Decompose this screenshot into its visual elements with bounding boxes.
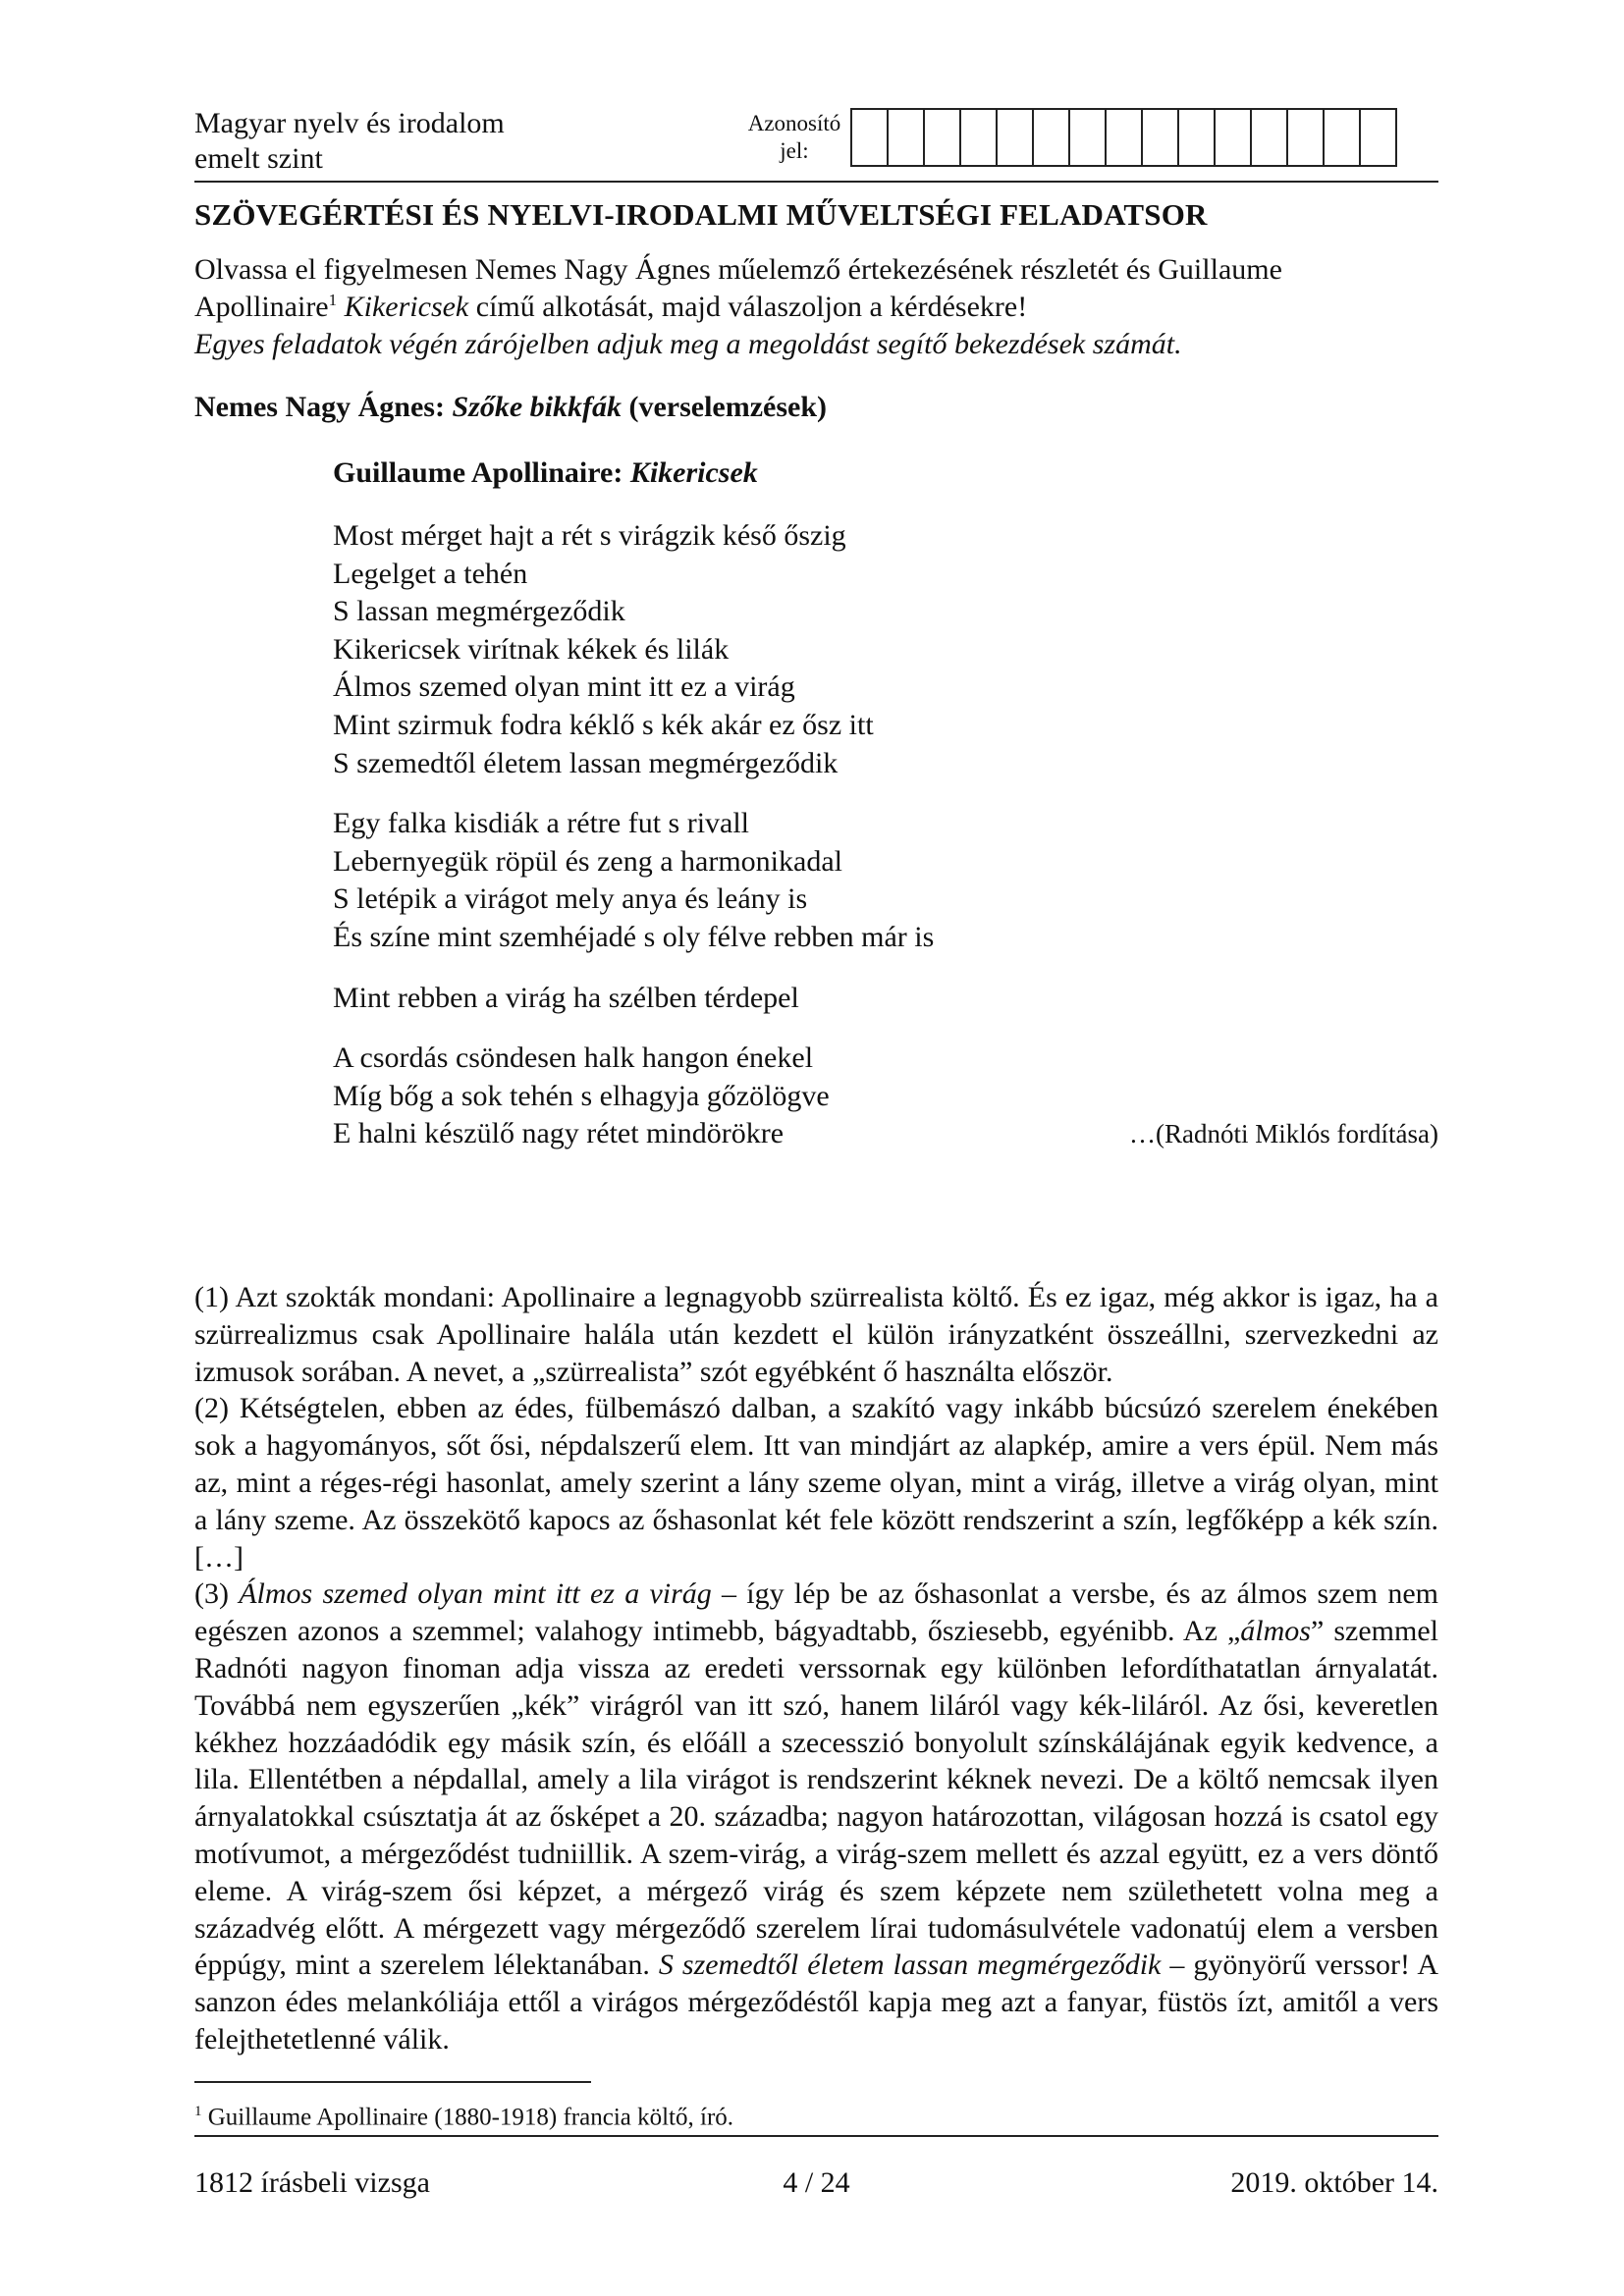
intro-poem-title: Kikericsek [337, 291, 469, 323]
poem-line: Álmos szemed olyan mint itt ez a virág [333, 670, 795, 704]
poem-line: Egy falka kisdiák a rétre fut s rivall [333, 807, 750, 840]
id-box[interactable] [1286, 108, 1325, 167]
id-box[interactable] [1141, 108, 1179, 167]
exam-code: 1812 írásbeli vizsga [194, 2166, 430, 2199]
poem-line: A csordás csöndesen halk hangon énekel [333, 1041, 814, 1075]
page-number: 4 / 24 [783, 2166, 850, 2199]
intro-line2 [194, 289, 1438, 326]
id-box[interactable] [996, 108, 1034, 167]
essay-text-span: – gyönyörű verssor! A sanzon édes melankóliája ettől a virágos mérgeződéstől kapja meg azt a fanyar, füstös ízt, amitől a vers felejthetetlenné válik. [194, 1949, 1439, 2056]
intro-instruction: című alkotását, majd válaszoljon a kérdésekre! [468, 291, 1028, 323]
essay-text-span: ” szemmel Radnóti nagyon finoman adja vissza az eredeti verssornak egy különben lefordíthatatlan árnyalatát. Továbbá nem egyszerűen „kék” virágról van itt szó, hanem liláról vagy kék-liláról. Az ősi, keveretlen kékhez hozzáadódik egy másik szín, és előáll a szecesszió bonyolult színskálájának egyik kedvence, a lila. Ellentétben a népdallal, amely a lila virágot is rendszerint kéknek nevezi. De a költő nemcsak ilyen árnyalatokkal csúsztatja át az ősképet a 20. századba; nagyon határozottan, világosan hozzá is csatol egy motívumot, a mérgeződést tudniillik. A szem-virág, a virág-szem mellett és azzal együtt, ez a vers döntő eleme. A virág-szem ősi képzet, a mérgező virág és szem képzete nem születhetett volna meg a századvég előtt. A mérgezett vagy mérgeződő szerelem lírai tudomásulvétele vadonatúj elem a versben éppúgy, mint a szerelem lélektanában. [194, 1615, 1438, 1982]
emphasized-word: álmos [1240, 1615, 1311, 1648]
poem-title [333, 454, 1438, 492]
intro-author: Apollinaire [194, 291, 329, 323]
book-subtitle: (verselemzések) [621, 391, 828, 423]
id-box[interactable] [959, 108, 998, 167]
poem-line: S szemedtől életem lassan megmérgeződik [333, 746, 839, 779]
subject-label [194, 106, 505, 177]
poem-line: Míg bőg a sok tehén s elhagyja gőzölögve [333, 1079, 830, 1112]
poem-author: Guillaume Apollinaire: [333, 456, 630, 489]
exam-date: 2019. október 14. [1230, 2166, 1438, 2199]
intro-hint: Egyes feladatok végén zárójelben adjuk meg a megoldást segítő bekezdések számát. [194, 328, 1182, 360]
essay-text [194, 1279, 1438, 2058]
id-box[interactable] [1177, 108, 1216, 167]
poem-stanza-3 [333, 980, 1438, 1018]
intro-line1: Olvassa el figyelmesen Nemes Nagy Ágnes műelemző értekezésének részletét és Guillaume [194, 253, 1282, 286]
book-author: Nemes Nagy Ágnes: [194, 391, 453, 423]
id-boxes[interactable] [852, 108, 1397, 167]
poem [333, 454, 1438, 1153]
header-divider [194, 181, 1438, 183]
poem-quote: S szemedtől életem lassan megmérgeződik [658, 1949, 1162, 1982]
exam-page [194, 106, 1439, 2199]
id-box[interactable] [1105, 108, 1143, 167]
paragraph-number: (3) [194, 1577, 240, 1611]
id-box[interactable] [850, 108, 889, 167]
essay-text-span: – így lép be az őshasonlat a versbe, és az álmos szem nem egészen azonos a szemmel; valahogy intimebb, bágyadtabb, ősziesebb, egyénibb. Az „ [194, 1577, 1439, 1648]
poem-line: Kikericsek virítnak kékek és lilák [333, 632, 730, 666]
subject-name: Magyar nyelv és irodalom [194, 107, 505, 139]
footnote-text: Guillaume Apollinaire (1880-1918) francia költő, író. [201, 2104, 734, 2131]
poem-line: Mint rebben a virág ha szélben térdepel [333, 981, 799, 1014]
poem-line: Lebernyegük röpül és zeng a harmonikadal [333, 844, 842, 878]
intro-text [194, 251, 1438, 363]
poem-line [333, 1115, 1438, 1153]
footnote-divider [194, 2081, 591, 2083]
footer-divider [194, 2135, 1438, 2137]
footnote-marker: 1 [194, 2104, 202, 2119]
poem-last-line-text: E halni készülő nagy rétet mindörökre [333, 1117, 785, 1150]
id-box[interactable] [1068, 108, 1107, 167]
poem-line: Mint szirmuk fodra kéklő s kék akár ez ősz itt [333, 708, 874, 741]
id-box[interactable] [887, 108, 925, 167]
footnote [194, 2097, 733, 2132]
essay-paragraph-2: (2) Kétségtelen, ebben az édes, fülbemászó dalban, a szakító vagy inkább búcsúzó szerelem énekében sok a hagyományos, sőt ősi, népdalszerű elem. Itt van mindjárt az alapkép, amire a vers épül. Nem más az, mint a réges-régi hasonlat, amely szerint a lány szeme olyan, mint a virág, illetve a virág olyan, mint a lány szeme. Az összekötő kapocs az őshasonlat két fele között rendszerint a szín, legfőképp a kék szín. […] [194, 1392, 1438, 1574]
id-box[interactable] [1323, 108, 1361, 167]
id-label [723, 110, 866, 165]
id-box[interactable] [923, 108, 961, 167]
essay-paragraph-3 [194, 1575, 1438, 2057]
book-title-name: Szőke bikkfák [452, 391, 622, 423]
id-box[interactable] [1359, 108, 1397, 167]
subject-level: emelt szint [194, 142, 323, 175]
id-label-line2: jel: [780, 138, 809, 163]
translator-credit: …(Radnóti Miklós fordítása) [1129, 1119, 1438, 1149]
poem-stanza-4 [333, 1040, 1438, 1153]
page-header [194, 106, 1438, 181]
footnote-ref: 1 [328, 291, 338, 309]
id-box[interactable] [1250, 108, 1288, 167]
id-box[interactable] [1214, 108, 1252, 167]
id-box[interactable] [1032, 108, 1070, 167]
poem-stanza-4-lines [333, 1040, 1438, 1115]
section-title: SZÖVEGÉRTÉSI ÉS NYELVI-IRODALMI MŰVELTSÉGI FELADATSOR [194, 197, 1208, 232]
poem-line: S lassan megmérgeződik [333, 595, 625, 628]
poem-line: Most mérget hajt a rét s virágzik késő őszig [333, 519, 846, 552]
book-title [194, 389, 827, 426]
poem-quote: Álmos szemed olyan mint itt ez a virág [239, 1577, 712, 1611]
poem-stanza-1 [333, 517, 1438, 782]
poem-stanza-2 [333, 805, 1438, 956]
essay-paragraph-1: (1) Azt szokták mondani: Apollinaire a legnagyobb szürrealista költő. És ez igaz, még akkor is igaz, ha a szürrealizmus csak Apollinaire halála után kezdett el külön irányzatként összeállni, szervezkedni az izmusok sorában. A nevet, a „szürrealista” szót egyébként ő használta először. [194, 1281, 1438, 1388]
poem-line: Legelget a tehén [333, 557, 528, 590]
id-label-line1: Azonosító [747, 111, 841, 135]
poem-title-name: Kikericsek [629, 456, 758, 489]
poem-line: És színe mint szemhéjadé s oly félve rebben már is [333, 920, 935, 953]
poem-line: S letépik a virágot mely anya és leány is [333, 882, 808, 916]
